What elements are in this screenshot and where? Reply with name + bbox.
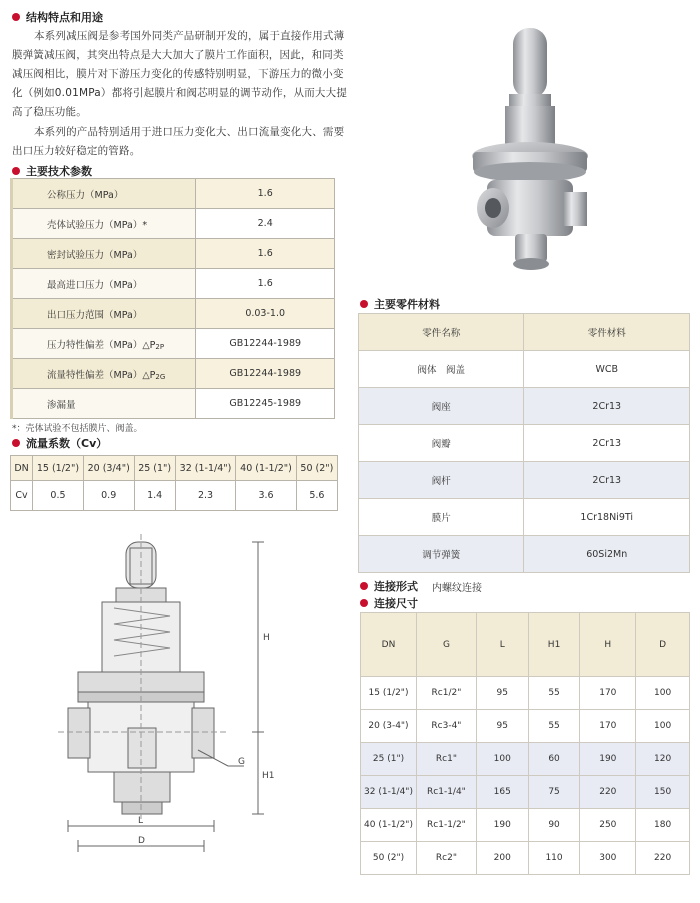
dimensions-header-cell: G bbox=[416, 613, 476, 677]
tech-row bbox=[12, 389, 335, 419]
materials-cell: 阀座 bbox=[359, 388, 524, 425]
dimensions-cell: Rc3-4" bbox=[416, 710, 476, 743]
dimensions-cell: 55 bbox=[528, 710, 580, 743]
tech-row bbox=[12, 299, 335, 329]
tech-label-text: 流量特性偏差（MPa）△P bbox=[47, 369, 156, 381]
dim-label-H1: H1 bbox=[262, 771, 275, 781]
tech-label-subscript: 2P bbox=[155, 342, 165, 351]
tech-label bbox=[12, 299, 196, 329]
dim-label-D: D bbox=[138, 836, 145, 846]
materials-cell: 阀瓣 bbox=[359, 425, 524, 462]
materials-heading-text: 主要零件材料 bbox=[374, 298, 440, 311]
dimensions-heading bbox=[360, 595, 418, 611]
dimensions-cell: 95 bbox=[476, 677, 528, 710]
bullet-icon bbox=[12, 439, 20, 447]
dimensions-cell: 150 bbox=[636, 776, 690, 809]
dimensions-cell: 55 bbox=[528, 677, 580, 710]
tech-label-text: 渗漏量 bbox=[47, 399, 76, 411]
materials-header-cell: 零件名称 bbox=[359, 314, 524, 351]
bullet-icon bbox=[12, 13, 20, 21]
dimensions-row bbox=[361, 809, 690, 842]
dimensions-cell: 300 bbox=[580, 842, 636, 875]
cv-value-cell: Cv bbox=[11, 481, 33, 511]
materials-cell: 1Cr18Ni9Ti bbox=[524, 499, 690, 536]
tech-label bbox=[12, 239, 196, 269]
materials-row bbox=[359, 536, 690, 573]
tech-row bbox=[12, 179, 335, 209]
dim-label-H: H bbox=[263, 633, 270, 643]
materials-cell: 阀杆 bbox=[359, 462, 524, 499]
cv-heading-text: 流量系数（Cv） bbox=[26, 437, 108, 450]
materials-cell: 膜片 bbox=[359, 499, 524, 536]
materials-table bbox=[358, 313, 690, 573]
dimensions-cell: 20 (3-4") bbox=[361, 710, 417, 743]
connection-heading bbox=[360, 578, 482, 594]
structure-paragraph-2: 本系列的产品特别适用于进口压力变化大、出口流量变化大、需要出口压力较好稳定的管路。 bbox=[12, 126, 345, 157]
tech-heading-text: 主要技术参数 bbox=[26, 165, 92, 178]
dimensions-header-cell: DN bbox=[361, 613, 417, 677]
dimensions-cell: 250 bbox=[580, 809, 636, 842]
materials-row bbox=[359, 499, 690, 536]
dimensions-header-cell: L bbox=[476, 613, 528, 677]
tech-label-text: 密封试验压力（MPa） bbox=[47, 249, 143, 261]
dimensions-cell: 75 bbox=[528, 776, 580, 809]
materials-row bbox=[359, 462, 690, 499]
dimensions-row bbox=[361, 743, 690, 776]
tech-label bbox=[12, 359, 196, 389]
tech-value: 2.4 bbox=[196, 209, 335, 239]
dimensions-cell: 95 bbox=[476, 710, 528, 743]
materials-cell: 2Cr13 bbox=[524, 425, 690, 462]
tech-value: 1.6 bbox=[196, 239, 335, 269]
dimensions-header-cell: H1 bbox=[528, 613, 580, 677]
connection-value: 内螺纹连接 bbox=[432, 582, 482, 594]
dimensions-cell: Rc1" bbox=[416, 743, 476, 776]
tech-value: GB12245-1989 bbox=[196, 389, 335, 419]
materials-header-row bbox=[359, 314, 690, 351]
structure-paragraph-1: 本系列减压阀是参考国外同类产品研制开发的，属于直接作用式薄膜弹簧减压阀，其突出特点是大大加大了膜片工作面积，因此，和同类减压阀相比，膜片对下游压力变化的传感特别明显，下游压力的微小变化（例如0.01MPa）都将引起膜片和阀芯明显的调节动作，从而大大提高了稳压功能。 bbox=[12, 30, 348, 118]
materials-cell: 60Si2Mn bbox=[524, 536, 690, 573]
tech-value: 1.6 bbox=[196, 269, 335, 299]
dimensions-row bbox=[361, 710, 690, 743]
dimensions-cell: 200 bbox=[476, 842, 528, 875]
dimensions-cell: 170 bbox=[580, 677, 636, 710]
tech-value: GB12244-1989 bbox=[196, 359, 335, 389]
materials-cell: 2Cr13 bbox=[524, 462, 690, 499]
cv-value-row bbox=[11, 481, 338, 511]
materials-heading bbox=[360, 296, 440, 312]
dimensions-cell: 190 bbox=[476, 809, 528, 842]
dimensions-table bbox=[360, 612, 690, 875]
bullet-icon bbox=[360, 582, 368, 590]
dimensions-cell: 170 bbox=[580, 710, 636, 743]
dimensions-header-cell: D bbox=[636, 613, 690, 677]
cv-value-cell: 1.4 bbox=[134, 481, 175, 511]
tech-label-text: 壳体试验压力（MPa）* bbox=[47, 219, 148, 231]
connection-heading-text: 连接形式 bbox=[374, 580, 418, 593]
bullet-icon bbox=[360, 300, 368, 308]
dimensions-cell: 110 bbox=[528, 842, 580, 875]
dimensions-cell: Rc1/2" bbox=[416, 677, 476, 710]
tech-label bbox=[12, 389, 196, 419]
cv-header-cell: 15 (1/2") bbox=[33, 456, 84, 481]
tech-label bbox=[12, 209, 196, 239]
materials-cell: 阀体 阀盖 bbox=[359, 351, 524, 388]
tech-row bbox=[12, 359, 335, 389]
tech-value: 1.6 bbox=[196, 179, 335, 209]
cv-header-cell: 25 (1") bbox=[134, 456, 175, 481]
dimensions-row bbox=[361, 842, 690, 875]
tech-note: *：壳体试验不包括膜片、阀盖。 bbox=[12, 424, 143, 434]
dimensions-header-row bbox=[361, 613, 690, 677]
bullet-icon bbox=[360, 599, 368, 607]
dimensions-cell: 220 bbox=[580, 776, 636, 809]
structure-heading-text: 结构特点和用途 bbox=[26, 11, 103, 24]
cv-header-cell: 32 (1-1/4") bbox=[175, 456, 236, 481]
dimensions-cell: 100 bbox=[476, 743, 528, 776]
tech-label bbox=[12, 269, 196, 299]
cv-header-row bbox=[11, 456, 338, 481]
dimensions-cell: 40 (1-1/2") bbox=[361, 809, 417, 842]
dimensions-header-cell: H bbox=[580, 613, 636, 677]
materials-cell: 2Cr13 bbox=[524, 388, 690, 425]
dimensions-cell: 165 bbox=[476, 776, 528, 809]
valve-drawing bbox=[58, 528, 288, 858]
cv-value-cell: 0.9 bbox=[83, 481, 134, 511]
tech-row bbox=[12, 239, 335, 269]
dimensions-cell: 90 bbox=[528, 809, 580, 842]
tech-heading bbox=[12, 163, 92, 179]
dimensions-cell: 100 bbox=[636, 677, 690, 710]
tech-row bbox=[12, 329, 335, 359]
dimensions-cell: Rc1-1/4" bbox=[416, 776, 476, 809]
bullet-icon bbox=[12, 167, 20, 175]
tech-row bbox=[12, 269, 335, 299]
tech-label-text: 压力特性偏差（MPa）△P bbox=[47, 339, 156, 351]
cv-value-cell: 0.5 bbox=[33, 481, 84, 511]
materials-row bbox=[359, 351, 690, 388]
dimensions-heading-text: 连接尺寸 bbox=[374, 597, 418, 610]
valve-photo bbox=[465, 20, 595, 280]
materials-row bbox=[359, 425, 690, 462]
dimensions-cell: 32 (1-1/4") bbox=[361, 776, 417, 809]
materials-header-cell: 零件材料 bbox=[524, 314, 690, 351]
tech-label bbox=[12, 179, 196, 209]
materials-cell: WCB bbox=[524, 351, 690, 388]
dimensions-cell: 180 bbox=[636, 809, 690, 842]
tech-row bbox=[12, 209, 335, 239]
dimensions-cell: 220 bbox=[636, 842, 690, 875]
dimensions-cell: 190 bbox=[580, 743, 636, 776]
dimensions-cell: Rc2" bbox=[416, 842, 476, 875]
tech-label-subscript: 2G bbox=[155, 372, 166, 381]
dimensions-cell: 15 (1/2") bbox=[361, 677, 417, 710]
dimensions-cell: 25 (1") bbox=[361, 743, 417, 776]
cv-header-cell: 50 (2") bbox=[296, 456, 337, 481]
tech-label bbox=[12, 329, 196, 359]
cv-value-cell: 3.6 bbox=[236, 481, 297, 511]
cv-table bbox=[10, 455, 338, 511]
dimensions-row bbox=[361, 776, 690, 809]
cv-heading bbox=[12, 435, 107, 451]
dimensions-row bbox=[361, 677, 690, 710]
tech-value: GB12244-1989 bbox=[196, 329, 335, 359]
materials-cell: 调节弹簧 bbox=[359, 536, 524, 573]
dimensions-cell: 100 bbox=[636, 710, 690, 743]
tech-label-text: 出口压力范围（MPa） bbox=[47, 309, 143, 321]
dimensions-cell: 50 (2") bbox=[361, 842, 417, 875]
tech-label-text: 公称压力（MPa） bbox=[47, 189, 124, 201]
dimensions-cell: 60 bbox=[528, 743, 580, 776]
cv-header-cell: DN bbox=[11, 456, 33, 481]
cv-header-cell: 40 (1-1/2") bbox=[236, 456, 297, 481]
dim-label-L: L bbox=[138, 816, 144, 826]
cv-value-cell: 2.3 bbox=[175, 481, 236, 511]
structure-heading bbox=[12, 9, 103, 25]
tech-table bbox=[10, 178, 335, 419]
tech-label-text: 最高进口压力（MPa） bbox=[47, 279, 143, 291]
materials-row bbox=[359, 388, 690, 425]
dimensions-cell: 120 bbox=[636, 743, 690, 776]
cv-value-cell: 5.6 bbox=[296, 481, 337, 511]
tech-value: 0.03-1.0 bbox=[196, 299, 335, 329]
dim-label-G: G bbox=[238, 757, 245, 767]
dimensions-cell: Rc1-1/2" bbox=[416, 809, 476, 842]
cv-header-cell: 20 (3/4") bbox=[83, 456, 134, 481]
